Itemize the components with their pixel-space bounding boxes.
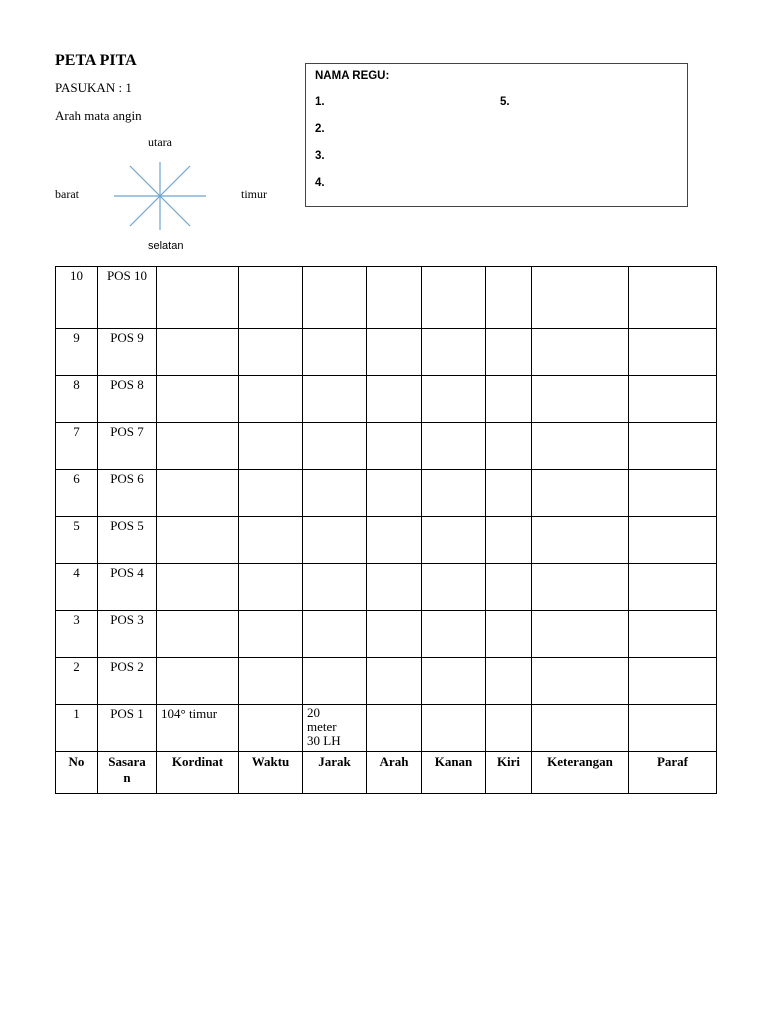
row-no: 3: [56, 611, 98, 658]
row-kiri[interactable]: [486, 517, 532, 564]
row-kordinat[interactable]: [157, 517, 239, 564]
row-paraf[interactable]: [629, 376, 717, 423]
compass-west-label: barat: [55, 187, 79, 201]
row-jarak[interactable]: [303, 329, 367, 376]
row-no: 7: [56, 423, 98, 470]
peta-pita-table: [55, 266, 717, 794]
nama-regu-title: NAMA REGU:: [315, 70, 390, 82]
row-sasaran: POS 7: [98, 423, 157, 470]
row-keterangan[interactable]: [532, 470, 629, 517]
row-waktu[interactable]: [239, 423, 303, 470]
row-arah[interactable]: [367, 423, 422, 470]
row-arah[interactable]: [367, 517, 422, 564]
arah-mata-angin-label: Arah mata angin: [55, 108, 142, 123]
row-waktu[interactable]: [239, 329, 303, 376]
row-arah[interactable]: [367, 705, 422, 752]
row-jarak[interactable]: [303, 376, 367, 423]
row-jarak[interactable]: [303, 658, 367, 705]
row-jarak[interactable]: [303, 564, 367, 611]
header-sasaran: [98, 752, 157, 794]
row-keterangan[interactable]: [532, 564, 629, 611]
row-kiri[interactable]: [486, 658, 532, 705]
row-kiri[interactable]: [486, 376, 532, 423]
row-keterangan[interactable]: [532, 329, 629, 376]
jarak-line: 30 LH: [307, 733, 341, 748]
row-kordinat[interactable]: [157, 658, 239, 705]
header-arah: Arah: [367, 752, 422, 794]
regu-item-2: 2.: [315, 123, 325, 135]
row-keterangan[interactable]: [532, 705, 629, 752]
row-no: 1: [56, 705, 98, 752]
header-keterangan: Keterangan: [532, 752, 629, 794]
row-kiri[interactable]: [486, 705, 532, 752]
row-waktu[interactable]: [239, 611, 303, 658]
row-kanan[interactable]: [422, 658, 486, 705]
table-header-row: [56, 752, 717, 794]
table-row: [56, 267, 717, 329]
row-kordinat[interactable]: [157, 329, 239, 376]
row-no: 5: [56, 517, 98, 564]
row-kordinat[interactable]: [157, 470, 239, 517]
row-waktu[interactable]: [239, 376, 303, 423]
row-kiri[interactable]: [486, 267, 532, 329]
row-jarak[interactable]: [303, 611, 367, 658]
compass-east-label: timur: [241, 187, 267, 201]
table-row: [56, 517, 717, 564]
row-paraf[interactable]: [629, 564, 717, 611]
row-kanan[interactable]: [422, 517, 486, 564]
row-no: 9: [56, 329, 98, 376]
row-waktu[interactable]: [239, 267, 303, 329]
table-row: [56, 658, 717, 705]
table-row: [56, 611, 717, 658]
row-paraf[interactable]: [629, 329, 717, 376]
row-arah[interactable]: [367, 611, 422, 658]
header-paraf: Paraf: [629, 752, 717, 794]
header-kiri: Kiri: [486, 752, 532, 794]
row-kanan[interactable]: [422, 267, 486, 329]
row-waktu[interactable]: [239, 705, 303, 752]
row-kordinat[interactable]: 104° timur: [157, 705, 239, 752]
row-paraf[interactable]: [629, 611, 717, 658]
header-kanan: Kanan: [422, 752, 486, 794]
row-arah[interactable]: [367, 658, 422, 705]
table-row: [56, 376, 717, 423]
regu-item-4: 4.: [315, 177, 325, 189]
page-title: PETA PITA: [55, 52, 137, 69]
table-row: [56, 470, 717, 517]
row-kanan[interactable]: [422, 470, 486, 517]
row-paraf[interactable]: [629, 267, 717, 329]
row-arah[interactable]: [367, 329, 422, 376]
row-no: 4: [56, 564, 98, 611]
row-waktu[interactable]: [239, 517, 303, 564]
row-sasaran: POS 5: [98, 517, 157, 564]
row-paraf[interactable]: [629, 423, 717, 470]
compass-south-label: selatan: [148, 240, 184, 252]
row-kanan[interactable]: [422, 376, 486, 423]
row-keterangan[interactable]: [532, 517, 629, 564]
row-keterangan[interactable]: [532, 376, 629, 423]
row-keterangan[interactable]: [532, 423, 629, 470]
row-arah[interactable]: [367, 267, 422, 329]
header-sasaran-line1: Sasara: [108, 754, 146, 769]
row-kiri[interactable]: [486, 470, 532, 517]
header-kordinat: Kordinat: [157, 752, 239, 794]
row-no: 10: [56, 267, 98, 329]
compass-north-label: utara: [148, 135, 172, 149]
row-kanan[interactable]: [422, 423, 486, 470]
row-kanan[interactable]: [422, 705, 486, 752]
regu-item-5: 5.: [500, 96, 510, 108]
jarak-line: 20: [307, 705, 320, 720]
row-keterangan[interactable]: [532, 267, 629, 329]
row-kordinat[interactable]: [157, 423, 239, 470]
row-sasaran: POS 10: [98, 267, 157, 329]
row-arah[interactable]: [367, 470, 422, 517]
regu-item-1: 1.: [315, 96, 325, 108]
row-kordinat[interactable]: [157, 267, 239, 329]
row-kordinat[interactable]: [157, 376, 239, 423]
table-row: [56, 705, 717, 752]
row-kiri[interactable]: [486, 611, 532, 658]
row-arah[interactable]: [367, 376, 422, 423]
row-kordinat[interactable]: [157, 611, 239, 658]
nama-regu-box: [305, 63, 688, 207]
row-jarak[interactable]: [303, 470, 367, 517]
row-sasaran: POS 9: [98, 329, 157, 376]
header-no: No: [56, 752, 98, 794]
row-no: 8: [56, 376, 98, 423]
row-arah[interactable]: [367, 564, 422, 611]
pasukan-label: PASUKAN : 1: [55, 80, 132, 95]
row-sasaran: POS 1: [98, 705, 157, 752]
row-sasaran: POS 8: [98, 376, 157, 423]
row-kanan[interactable]: [422, 611, 486, 658]
compass-rose-icon: [114, 150, 206, 242]
jarak-line: meter: [307, 719, 337, 734]
regu-item-3: 3.: [315, 150, 325, 162]
table-row: [56, 423, 717, 470]
row-kordinat[interactable]: [157, 564, 239, 611]
table-row: [56, 564, 717, 611]
row-sasaran: POS 6: [98, 470, 157, 517]
header-sasaran-line2: n: [123, 770, 131, 785]
row-sasaran: POS 4: [98, 564, 157, 611]
row-paraf[interactable]: [629, 658, 717, 705]
row-waktu[interactable]: [239, 658, 303, 705]
row-kiri[interactable]: [486, 564, 532, 611]
header-waktu: Waktu: [239, 752, 303, 794]
row-jarak[interactable]: [303, 517, 367, 564]
row-kanan[interactable]: [422, 329, 486, 376]
row-jarak[interactable]: [303, 267, 367, 329]
row-waktu[interactable]: [239, 470, 303, 517]
row-no: 6: [56, 470, 98, 517]
row-paraf[interactable]: [629, 470, 717, 517]
row-no: 2: [56, 658, 98, 705]
row-keterangan[interactable]: [532, 611, 629, 658]
row-sasaran: POS 3: [98, 611, 157, 658]
row-kiri[interactable]: [486, 423, 532, 470]
row-jarak[interactable]: [303, 705, 367, 752]
row-sasaran: POS 2: [98, 658, 157, 705]
row-waktu[interactable]: [239, 564, 303, 611]
row-keterangan[interactable]: [532, 658, 629, 705]
row-jarak[interactable]: [303, 423, 367, 470]
row-paraf[interactable]: [629, 517, 717, 564]
row-kiri[interactable]: [486, 329, 532, 376]
table-row: [56, 329, 717, 376]
header-jarak: Jarak: [303, 752, 367, 794]
row-paraf[interactable]: [629, 705, 717, 752]
row-kanan[interactable]: [422, 564, 486, 611]
